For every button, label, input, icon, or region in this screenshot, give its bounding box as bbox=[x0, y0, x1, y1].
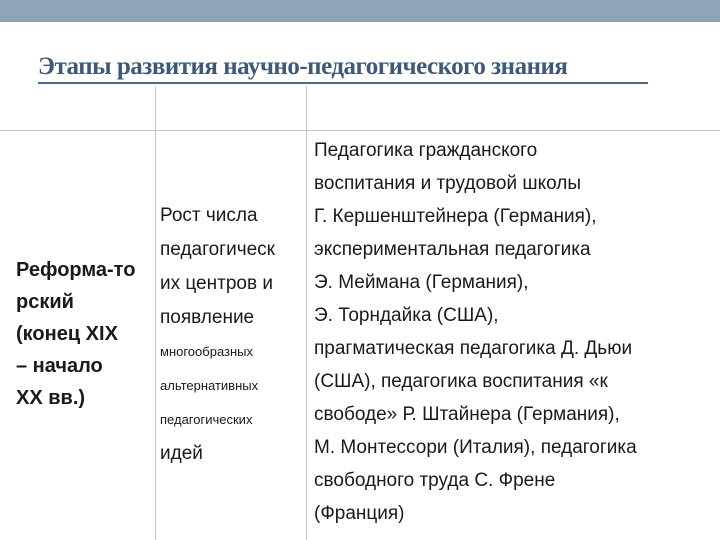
column-header-examples: Примеры педагогического знания bbox=[391, 86, 636, 105]
stage-line: XX вв.) bbox=[16, 387, 86, 409]
example-line: свободного труда С. Френе bbox=[314, 470, 556, 491]
example-line: М. Монтессори (Италия), педагогика bbox=[314, 437, 637, 458]
content-line: педагогических bbox=[160, 412, 253, 427]
content-line: идей bbox=[160, 443, 203, 464]
example-line: Педагогика гражданского bbox=[314, 140, 538, 161]
content-line: многообразных bbox=[160, 344, 254, 359]
title-underline bbox=[38, 82, 648, 84]
stage-line: рский bbox=[16, 291, 74, 313]
slide-title: Этапы развития научно-педагогического знания bbox=[38, 53, 568, 80]
column-header-content: Содержание bbox=[181, 87, 281, 104]
example-line: экспериментальная педагогика bbox=[314, 239, 591, 260]
stage-cell bbox=[16, 254, 156, 414]
example-line: Э. Меймана (Германия), bbox=[314, 272, 529, 293]
example-line: Э. Торндайка (США), bbox=[314, 305, 499, 326]
table-divider-header bbox=[0, 130, 720, 131]
example-line: прагматическая педагогика Д. Дьюи bbox=[314, 338, 633, 359]
content-line: их центров и bbox=[160, 273, 273, 294]
example-line: свободе» Р. Штайнера (Германия), bbox=[314, 404, 620, 425]
content-line: педагогическ bbox=[160, 239, 275, 260]
stage-line: (конец XIX bbox=[16, 323, 118, 345]
content-cell bbox=[160, 199, 308, 471]
column-header-stage: Этап bbox=[59, 86, 96, 105]
stage-line: – начало bbox=[16, 355, 103, 377]
example-line: Г. Кершенштейнера (Германия), bbox=[314, 206, 597, 227]
content-line: появление bbox=[160, 307, 255, 328]
content-line: Рост числа bbox=[160, 205, 258, 226]
stage-line: Реформа-то bbox=[16, 259, 136, 281]
top-band bbox=[0, 0, 720, 22]
example-line: (США), педагогика воспитания «к bbox=[314, 371, 608, 392]
example-line: воспитания и трудовой школы bbox=[314, 173, 582, 194]
example-line: (Франция) bbox=[314, 503, 405, 524]
examples-cell bbox=[314, 134, 714, 530]
content-line: альтернативных bbox=[160, 378, 259, 393]
